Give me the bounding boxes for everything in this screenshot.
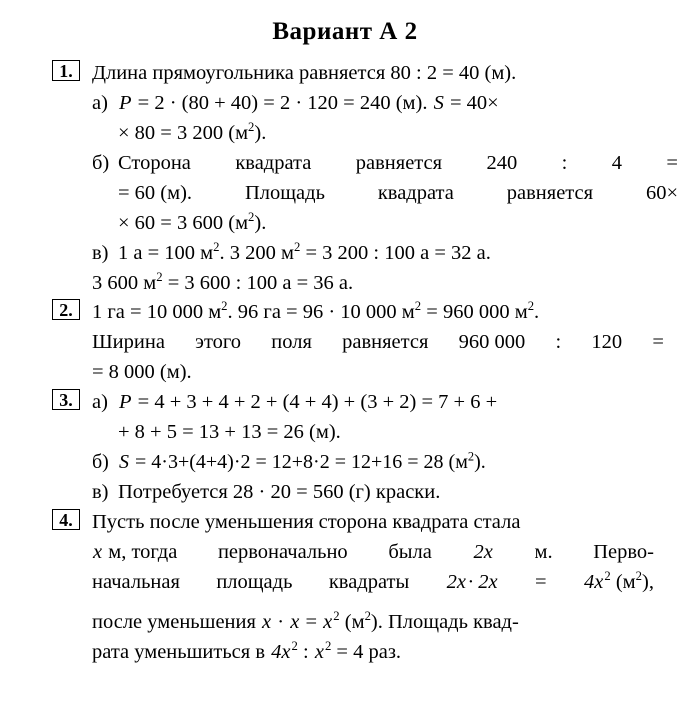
text-run: Потребуется 28 · 20 = 560 (г) краски. (118, 481, 441, 503)
text-run: Перво- (593, 541, 654, 563)
item-label-b: б) (92, 451, 109, 473)
text-run: рата уменьшиться в (92, 641, 266, 663)
text-run: Пусть после уменьшения сторона квадрата стала (92, 511, 521, 533)
page-title: Вариант А 2 (272, 18, 418, 45)
problem-number-3: 3. (52, 389, 80, 410)
math-var-x: x (323, 611, 333, 633)
problem-3-line-3 (92, 447, 662, 477)
math-var-P: P (119, 391, 132, 413)
text-run: = 2 · (80 + 40) = 2 · 120 = 240 (м). (137, 92, 428, 114)
problem-1-line-4 (92, 148, 678, 178)
superscript: 2 (293, 240, 301, 255)
superscript: 2 (221, 299, 228, 314)
problem-3-line-1 (92, 387, 662, 417)
text-run: квадраты (328, 571, 410, 593)
math-expr-4x: 4x (583, 571, 604, 593)
text-run: = 4 + 3 + 4 + 2 + (4 + 4) + (3 + 2) = 7 + 6 + (137, 391, 498, 413)
text-run: = 40× (449, 92, 499, 114)
math-var-S: S (119, 451, 129, 473)
text-run: Ширина (92, 331, 165, 353)
math-var-x: x (262, 611, 272, 633)
text-run: 4 (611, 152, 622, 174)
item-label-a: а) (92, 92, 108, 114)
text-run: 120 (591, 331, 623, 353)
text-run: квадрата (235, 152, 312, 174)
text-run: ). Площадь квад- (370, 611, 519, 633)
text-run: площадь (216, 571, 293, 593)
text-run: Сторона (118, 152, 191, 174)
problem-1-line-5 (92, 178, 678, 208)
problem-2-line-3 (92, 357, 662, 387)
superscript: 2 (291, 639, 298, 654)
superscript: 2 (248, 120, 255, 135)
math-expr-4x: 4x (271, 641, 291, 663)
text-run: м, тогда (108, 541, 178, 563)
text-run: 1 а = 100 м (118, 242, 214, 264)
math-expr-2x: 2x (473, 541, 493, 563)
text-run: этого (195, 331, 242, 353)
text-run: 3 600 м (92, 272, 157, 294)
problem-2-body (92, 297, 662, 387)
text-run: = 3 600 : 100 а = 36 а. (162, 272, 354, 294)
text-run: 240 (486, 152, 518, 174)
problem-4-line-1 (92, 507, 662, 537)
text-run: × 60 = 3 600 (м (118, 212, 249, 234)
text-run: ). (254, 122, 267, 144)
text-run: = 4·3+(4+4)·2 = 12+8·2 = 12+16 = 28 (м (135, 451, 468, 473)
problem-4 (52, 507, 662, 667)
justified-row (118, 178, 678, 208)
math-equals: = (305, 611, 318, 633)
text-run: . (534, 301, 540, 323)
text-run: 1 га = 10 000 м (92, 301, 222, 323)
item-label-v: в) (92, 242, 109, 264)
math-var-x: x (93, 541, 103, 563)
problem-number-1: 1. (52, 60, 80, 81)
problem-1-line-3 (92, 118, 662, 148)
superscript: 2 (604, 569, 611, 584)
problem-4-line-2 (92, 537, 654, 567)
text-run: : (555, 331, 562, 353)
problem-number-4: 4. (52, 509, 80, 530)
problem-1-line-2 (92, 88, 662, 118)
item-label-a: а) (92, 391, 108, 413)
problem-1-line-6 (92, 208, 662, 238)
superscript: 2 (527, 299, 535, 314)
superscript: 2 (414, 299, 422, 314)
text-run: . 96 га = 96 · 10 000 м (227, 301, 415, 323)
text-run: = 960 000 м (421, 301, 528, 323)
problem-1-line-7 (92, 238, 662, 268)
superscript: 2 (213, 240, 220, 255)
text-run: поля (271, 331, 312, 353)
paragraph-gap (92, 597, 662, 607)
superscript: 2 (156, 270, 163, 285)
text-run: квадрата (377, 182, 454, 204)
math-var-P: P (119, 92, 132, 114)
superscript: 2 (333, 609, 340, 624)
text-run: ), (642, 571, 654, 593)
math-expr-2x-b: · 2x (468, 571, 498, 593)
problem-2-line-2 (92, 327, 664, 357)
problem-2 (52, 297, 662, 387)
problem-1-body (92, 58, 678, 298)
item-label-v: в) (92, 481, 109, 503)
text-run: = 3 200 : 100 а = 32 а. (300, 242, 491, 264)
text-run: (м (344, 611, 365, 633)
text-run: 60× (645, 182, 678, 204)
text-run: + 8 + 5 = 13 + 13 = 26 (м). (118, 421, 341, 443)
text-run: ). (254, 212, 267, 234)
problem-1-line-8 (92, 268, 662, 298)
problem-4-line-3 (92, 567, 654, 597)
math-colon: : (303, 641, 309, 663)
superscript: 2 (467, 449, 475, 464)
text-run: ). (474, 451, 486, 473)
text-run: : (561, 152, 568, 174)
math-equals: = (535, 571, 547, 593)
text-run: равняется (355, 152, 443, 174)
text-run: = (666, 152, 678, 174)
item-label-b: б) (92, 152, 110, 174)
problem-3-line-2 (92, 417, 662, 447)
text-run: после уменьшения (92, 611, 256, 633)
problem-4-line-5 (92, 637, 662, 667)
superscript: 2 (635, 569, 642, 584)
text-run: = (652, 331, 664, 353)
problem-4-body (92, 507, 662, 667)
superscript: 2 (364, 609, 371, 624)
text-run: Площадь (244, 182, 325, 204)
problem-3-body (92, 387, 662, 507)
problem-3-line-4 (92, 477, 662, 507)
problem-2-line-1 (92, 297, 662, 327)
text-run: . 3 200 м (219, 242, 294, 264)
math-var-S: S (433, 92, 444, 114)
text-run: = 60 (м). (118, 182, 193, 204)
text-run: Длина прямоугольника равняется 80 : 2 = 40 (м). (92, 62, 517, 84)
problem-3 (52, 387, 662, 507)
text-run: = 4 раз. (336, 641, 402, 663)
text-run: была (388, 541, 432, 563)
text-run: равняется (342, 331, 429, 353)
math-dot: · (277, 611, 285, 633)
justified-row (118, 148, 678, 178)
text-run: начальная (92, 571, 180, 593)
text-run: первоначально (217, 541, 348, 563)
text-run: × 80 = 3 200 (м (118, 122, 249, 144)
problem-4-line-4 (92, 607, 662, 637)
math-expr-2x: 2x (446, 571, 467, 593)
text-run: равняется (506, 182, 594, 204)
problem-1 (52, 58, 678, 298)
math-var-x: x (314, 641, 324, 663)
text-run: м. (534, 541, 553, 563)
text-run: 960 000 (458, 331, 526, 353)
superscript: 2 (324, 639, 332, 654)
math-var-x: x (290, 611, 300, 633)
problem-1-line-1 (92, 58, 662, 88)
text-run: (м (615, 571, 636, 593)
problem-number-2: 2. (52, 299, 80, 320)
superscript: 2 (248, 210, 255, 225)
text-run: = 8 000 (м). (92, 361, 192, 383)
